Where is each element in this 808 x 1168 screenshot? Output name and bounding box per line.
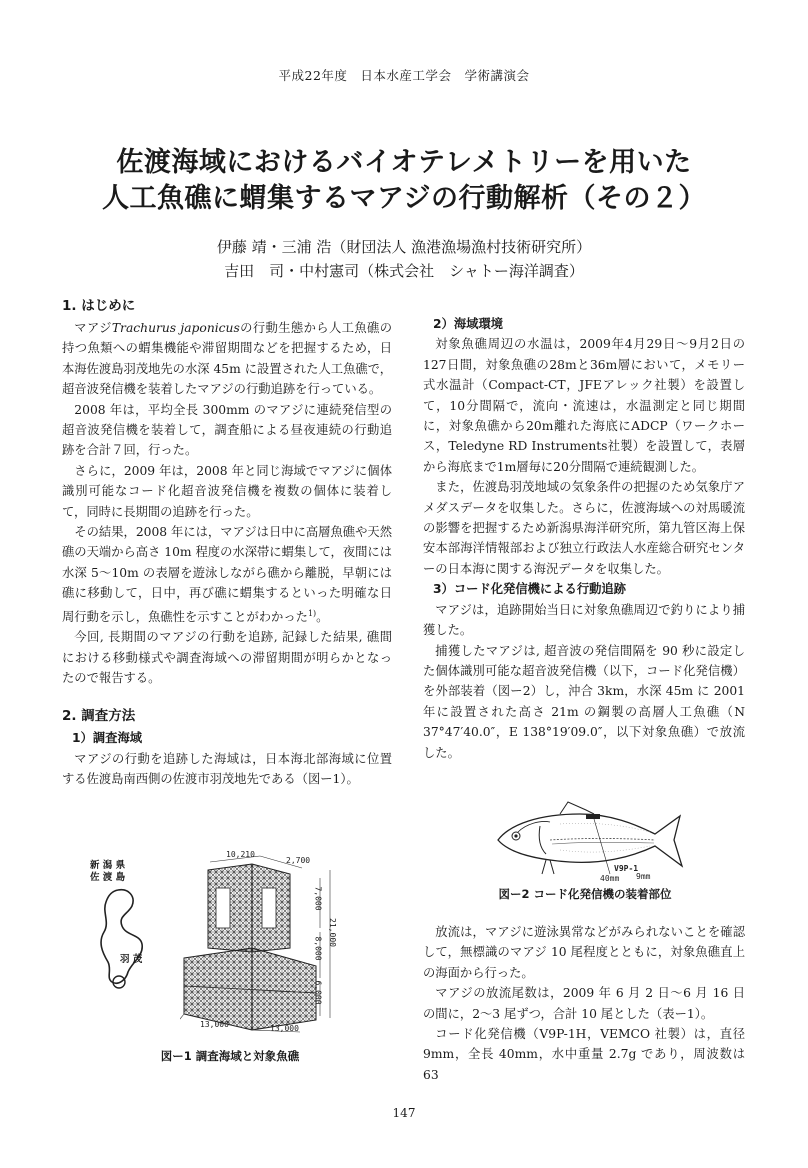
map-label-sado: 佐 渡 島: [90, 872, 126, 883]
dim-base-1: 13,000: [200, 1020, 229, 1029]
authors-line-2: 吉田 司・中村憲司（株式会社 シャトー海洋調査）: [224, 262, 584, 280]
text: 。: [316, 609, 329, 624]
sec2-2-paragraph-2: また，佐渡島羽茂地域の気象条件の把握のため気象庁アメダスデータを収集した。さらに，佐渡海域への対馬暖流の影響を把握するため新潟県海洋研究所，第九管区海上保安本部海洋情報部および独立行政法人水産総合研究センターの日本海に関する海況データを収集した。: [423, 480, 745, 576]
text: の行動生態から人工魚礁の持つ魚類への蝟集機能や滞留期間などを把握するため，日本海佐渡島羽茂地先の水深 45m に設置された人工魚礁で，超音波発信機を装着したマアジの行動追跡を行っている。: [62, 321, 393, 397]
sec1-paragraph-3: さらに，2009 年は，2008 年と同じ海域でマアジに個体識別可能なコード化超音波発信機を複数の個体に装着して，同時に長期間の追跡を行った。: [62, 463, 392, 519]
right-column-continued: [423, 922, 745, 1085]
dim-top-width: 10,210: [226, 850, 255, 859]
authors-line-1: 伊藤 靖・三浦 浩（財団法人 漁港漁場漁村技術研究所）: [216, 238, 592, 256]
section-1-heading: 1. はじめに: [62, 298, 136, 314]
dim-base-2: 13,000: [270, 1024, 299, 1033]
dim-height-1: 7,000: [313, 886, 323, 911]
dim-height-2: 8,000: [313, 936, 323, 961]
map-label-niigata: 新 潟 県: [90, 860, 126, 871]
section-2-heading: 2. 調査方法: [62, 708, 136, 725]
title-line-1: 佐渡海域におけるバイオテレメトリーを用いた: [116, 147, 692, 178]
page-number: 147: [392, 1106, 416, 1120]
title-line-2: 人工魚礁に蝟集するマアジの行動解析（その２）: [102, 183, 706, 214]
tag-diameter: 9mm: [636, 872, 651, 881]
sado-island-map: [88, 882, 168, 1002]
dim-total-height: 21,000: [327, 918, 337, 947]
section-2-2-heading: 2）海域環境: [433, 317, 504, 331]
horse-mackerel-drawing: [490, 800, 690, 880]
section-2-1-heading: 1）調査海域: [72, 731, 143, 746]
conference-header: 平成22年度 日本水産工学会 学術講演会: [278, 68, 530, 83]
dim-top-depth: 2,700: [286, 856, 311, 865]
section-2-3-heading: 3）コード化発信機による行動追跡: [433, 582, 627, 597]
sec2-3-paragraph-1: マアジは，追跡開始当日に対象魚礁周辺で釣りにより捕獲した。: [423, 602, 745, 638]
sec2-3-paragraph-3: 放流は，マアジに遊泳異常などがみられないことを確認して，無標識のマアジ 10 尾程度とともに，対象魚礁直上の海面から行った。: [423, 925, 745, 980]
figure-1: [80, 848, 380, 1038]
tag-label: V9P-1: [614, 864, 639, 873]
text: その結果，2008 年には，マアジは日中に高層魚礁や天然礁の天端から高さ 10m 程度の水深帯に蝟集して，夜間には水深 5〜10m の表層を遊泳しながら礁から離脱，早朝には礁に移動して，日中，再び礁に蝟集するといった明確な日周行動を示し，魚礁性を示すことがわかった: [62, 525, 393, 624]
sec2-3-paragraph-4: マアジの放流尾数は，2009 年 6 月 2 日〜6 月 16 日の間に，2〜3 尾ずつ，合計 10 尾とした（表ー1）。: [423, 986, 745, 1021]
sec1-paragraph-2: 2008 年は，平均全長 300mm のマアジに連続発信型の超音波発信機を装着して，調査船による昼夜連続の行動追跡を合計７回，行った。: [62, 402, 392, 458]
sec2-1-paragraph-1: マアジの行動を追跡した海域は，日本海北部海域に位置する佐渡島南西側の佐渡市羽茂地先である（図ー1）。: [62, 751, 392, 787]
figure-2: [490, 800, 690, 883]
figure-2-caption: 図ー2 コード化発信機の装着部位: [498, 887, 672, 901]
right-column: [423, 314, 745, 763]
sec1-paragraph-1: [62, 318, 392, 400]
artificial-reef-drawing: [180, 848, 370, 1033]
tag-length: 40mm: [600, 874, 620, 883]
map-label-hamochi: 羽 茂: [120, 954, 143, 965]
sec1-paragraph-4: [62, 522, 392, 627]
figure-1-caption: 図ー1 調査海域と対象魚礁: [160, 1049, 300, 1063]
text: マアジ: [74, 321, 112, 335]
reference-marker: 1): [307, 608, 317, 618]
sec2-3-paragraph-5: コード化発信機（V9P-1H，VEMCO 社製）は，直径 9mm，全長 40mm，水中重量 2.7g であり，周波数は 63: [423, 1027, 745, 1082]
sec2-2-paragraph-1: 対象魚礁周辺の水温は，2009年4月29日〜9月2日の127日間，対象魚礁の28mと36m層において，メモリー式水温計（Compact-CT，JFEアレック社製）を設置して，10分間隔で，流向・流速は，水温測定と同じ期間に，対象魚礁から20m離れた海底にADCP（ワークホース，Teledyne RD Instruments社製）を設置して，表層から海底まで1m層毎に20分間隔で連続観測した。: [423, 337, 745, 474]
species-name: Trachurus japonicus: [111, 321, 240, 335]
sec1-paragraph-5: 今回, 長期間のマアジの行動を追跡, 記録した結果, 礁間における移動様式や調査海域への滞留期間が明らかとなったので報告する。: [62, 630, 392, 685]
sec2-3-paragraph-2: 捕獲したマアジは, 超音波の発信間隔を 90 秒に設定した個体識別可能な超音波発信機（以下，コード化発信機）を外部装着（図ー2）し，沖合 3km，水深 45m に 2001 年に設置された高さ 21m の鋼製の高層人工魚礁（N 37°47′40.0″，E 138°19′09.0″，以下対象魚礁）で放流した。: [423, 643, 745, 760]
dim-height-3: 6,000: [313, 980, 323, 1005]
left-column: [62, 296, 392, 790]
